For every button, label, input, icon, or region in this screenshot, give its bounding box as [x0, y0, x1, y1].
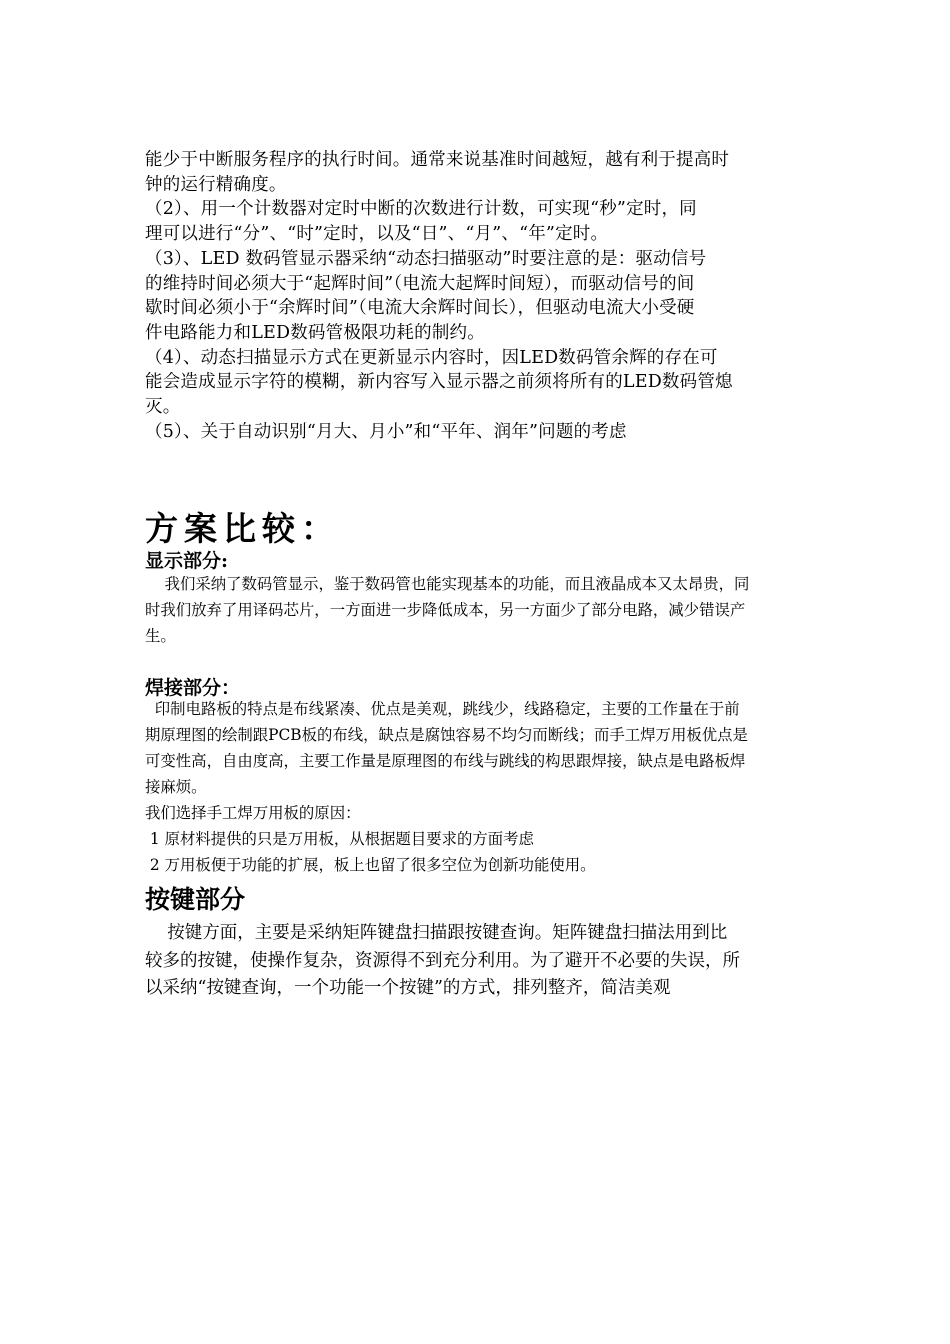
text-line: 我们选择手工焊万用板的原因： [145, 804, 361, 822]
section-title: 方案比较： [145, 509, 340, 548]
text-line: 我们采纳了数码管显示，鉴于数码管也能实现基本的功能，而且液晶成本又太昂贵，同 [145, 575, 750, 593]
text-line: 印制电路板的特点是布线紧凑、优点是美观，跳线少，线路稳定，主要的工作量在于前 [145, 700, 740, 718]
display-heading: 显示部分: [145, 550, 229, 572]
text-line: 灭。 [145, 397, 181, 418]
text-line: 能少于中断服务程序的执行时间。通常来说基准时间越短，越有利于提高时 [145, 150, 730, 170]
text-line: 按键方面，主要是采纳矩阵键盘扫描跟按键查询。矩阵键盘扫描法用到比 [145, 923, 728, 943]
text-line: （3）、LED 数码管显示器采纳“动态扫描驱动”时要注意的是：驱动信号 [145, 248, 707, 269]
text-line: （5）、关于自动识别“月大、月小”和“平年、润年”问题的考虑 [145, 421, 627, 442]
text-line: 生。 [145, 627, 176, 645]
text-line: 期原理图的绘制跟PCB板的布线，缺点是腐蚀容易不均匀而断线；而手工焊万用板优点是 [145, 726, 748, 744]
text-line: （4）、动态扫描显示方式在更新显示内容时，因LED数码管余辉的存在可 [145, 347, 718, 368]
text-line: 时我们放弃了用译码芯片，一方面进一步降低成本，另一方面少了部分电路，减少错误产 [145, 601, 746, 619]
intro-paragraphs [145, 148, 785, 444]
keys-heading: 按键部分 [145, 885, 246, 914]
text-line: 接麻烦。 [145, 778, 207, 796]
text-line: 件电路能力和LED数码管极限功耗的制约。 [145, 322, 485, 343]
text-line: 可变性高，自由度高，主要工作量是原理图的布线与跳线的构思跟焊接，缺点是电路板焊 [145, 752, 746, 770]
text-line: 的维持时间必须大于“起辉时间”（电流大起辉时间短），而驱动信号的间 [145, 273, 695, 294]
text-line: （2）、用一个计数器对定时中断的次数进行计数，可实现“秒”定时，同 [145, 199, 697, 220]
text-line: 歇时间必须小于“余辉时间”（电流大余辉时间长），但驱动电流大小受硬 [145, 298, 695, 319]
keys-paragraph [145, 920, 805, 1003]
welding-paragraph [145, 696, 810, 878]
text-line: 以采纳“按键查询，一个功能一个按键”的方式，排列整齐，简洁美观 [145, 978, 671, 998]
list-item: 1 原材料提供的只是万用板，从根据题目要求的方面考虑 [145, 830, 534, 848]
text-line: 较多的按键，使操作复杂，资源得不到充分利用。为了避开不必要的失误，所 [145, 950, 740, 971]
text-line: 理可以进行“分”、“时”定时，以及“日”、“月”、“年”定时。 [145, 224, 609, 245]
list-item: 2 万用板便于功能的扩展，板上也留了很多空位为创新功能使用。 [145, 856, 596, 874]
welding-heading: 焊接部分： [145, 677, 241, 699]
display-paragraph [145, 571, 810, 649]
text-line: 能会造成显示字符的模糊，新内容写入显示器之前须将所有的LED数码管熄 [145, 372, 733, 393]
text-line: 钟的运行精确度。 [145, 174, 287, 195]
